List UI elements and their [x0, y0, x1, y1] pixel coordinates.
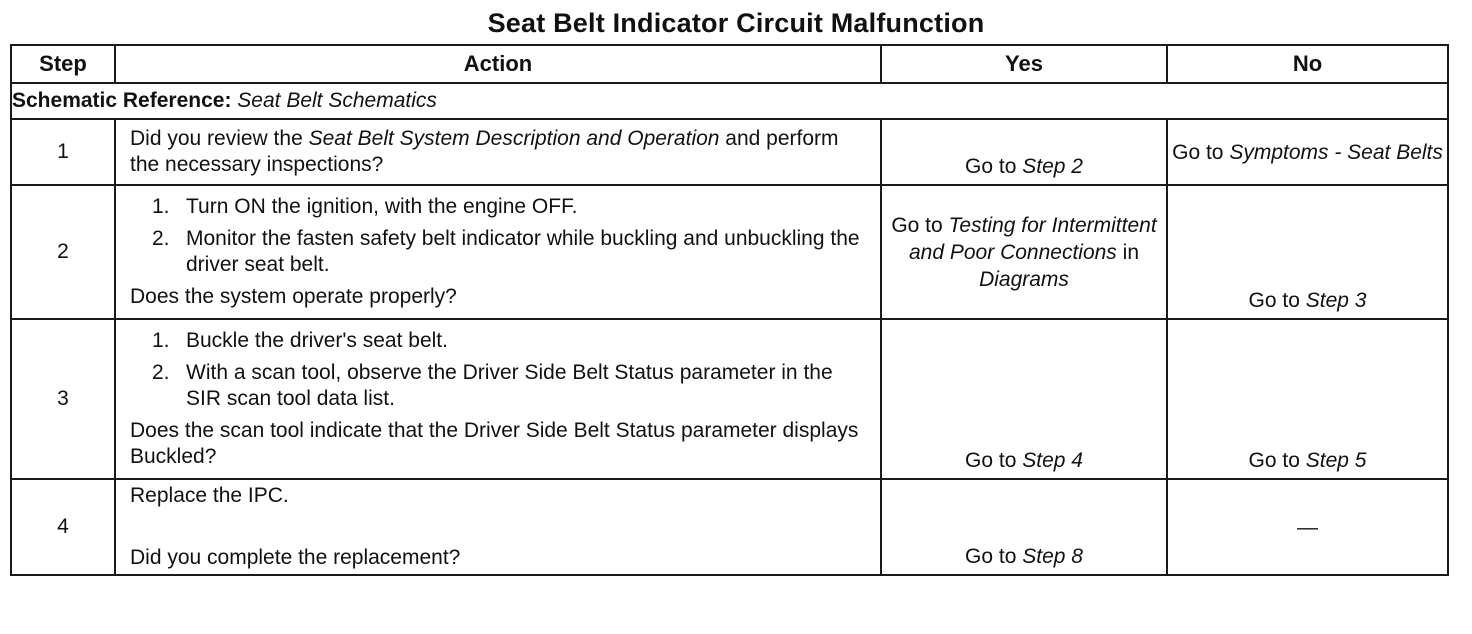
yes-text: in: [1116, 240, 1139, 264]
action-list: [130, 194, 870, 278]
list-item: [152, 226, 870, 278]
yes-prefix: Go to: [965, 449, 1023, 472]
list-item: [152, 328, 870, 354]
list-number: 1.: [152, 195, 170, 218]
table-row: [11, 185, 1448, 319]
action-cell: [115, 119, 881, 185]
yes-cell: [881, 319, 1167, 479]
header-no: No: [1167, 45, 1448, 83]
no-link[interactable]: Step 5: [1305, 449, 1367, 472]
no-cell: [1167, 319, 1448, 479]
no-cell: [1167, 185, 1448, 319]
header-row: [11, 45, 1448, 83]
list-number: 2.: [152, 361, 170, 384]
yes-link[interactable]: Diagrams: [979, 267, 1069, 291]
action-cell: [115, 319, 881, 479]
schematic-link[interactable]: Seat Belt Schematics: [237, 89, 437, 112]
no-cell: [1167, 119, 1448, 185]
step-number: 3: [11, 319, 115, 479]
action-text: and perform the necessary inspections?: [130, 127, 839, 176]
schematic-reference-row: [11, 83, 1448, 119]
yes-link[interactable]: Step 2: [1022, 155, 1083, 178]
yes-prefix: Go to: [965, 155, 1023, 178]
list-text: Buckle the driver's seat belt.: [186, 329, 448, 352]
action-list: [130, 328, 870, 412]
no-cell: [1167, 479, 1448, 575]
yes-cell: [881, 479, 1167, 575]
no-dash: —: [1297, 515, 1318, 539]
action-text: Replace the IPC.: [130, 484, 289, 507]
table-row: [11, 319, 1448, 479]
yes-prefix: Go to: [891, 213, 949, 237]
table-row: [11, 119, 1448, 185]
header-step: Step: [11, 45, 115, 83]
list-text: Turn ON the ignition, with the engine OFF.: [186, 195, 578, 218]
yes-cell: [881, 119, 1167, 185]
list-text: Monitor the fasten safety belt indicator while buckling and unbuckling the driver seat belt.: [186, 227, 860, 276]
no-prefix: Go to: [1248, 449, 1306, 472]
yes-prefix: Go to: [965, 545, 1023, 568]
action-reference[interactable]: Seat Belt System Description and Operation: [308, 127, 720, 150]
action-question: Does the system operate properly?: [130, 285, 457, 308]
action-question: Does the scan tool indicate that the Driver Side Belt Status parameter displays Buckled?: [130, 419, 859, 468]
list-number: 2.: [152, 227, 170, 250]
list-number: 1.: [152, 329, 170, 352]
header-yes: Yes: [881, 45, 1167, 83]
no-prefix: Go to: [1248, 289, 1306, 312]
yes-link[interactable]: Step 8: [1022, 545, 1083, 568]
action-question: Did you complete the replacement?: [130, 546, 461, 569]
action-cell: [115, 185, 881, 319]
list-text: With a scan tool, observe the Driver Side Belt Status parameter in the SIR scan tool data list.: [186, 361, 833, 410]
page-title: Seat Belt Indicator Circuit Malfunction: [487, 8, 985, 38]
no-link[interactable]: Step 3: [1305, 289, 1367, 312]
step-number: 1: [11, 119, 115, 185]
step-number: 4: [11, 479, 115, 575]
table-row: [11, 479, 1448, 575]
step-number: 2: [11, 185, 115, 319]
no-link[interactable]: Symptoms - Seat Belts: [1229, 140, 1443, 164]
yes-link[interactable]: Testing for Intermittent and Poor Connections: [909, 213, 1157, 264]
list-item: [152, 360, 870, 412]
spacer: [130, 509, 870, 545]
list-item: [152, 194, 870, 220]
header-action: Action: [115, 45, 881, 83]
diagnostic-table: [10, 44, 1449, 576]
schematic-label: Schematic Reference:: [12, 89, 232, 112]
action-text: Did you review the: [130, 127, 309, 150]
action-cell: [115, 479, 881, 575]
yes-cell: [881, 185, 1167, 319]
yes-link[interactable]: Step 4: [1022, 449, 1083, 472]
schematic-reference: [11, 83, 1448, 119]
no-prefix: Go to: [1172, 140, 1230, 164]
